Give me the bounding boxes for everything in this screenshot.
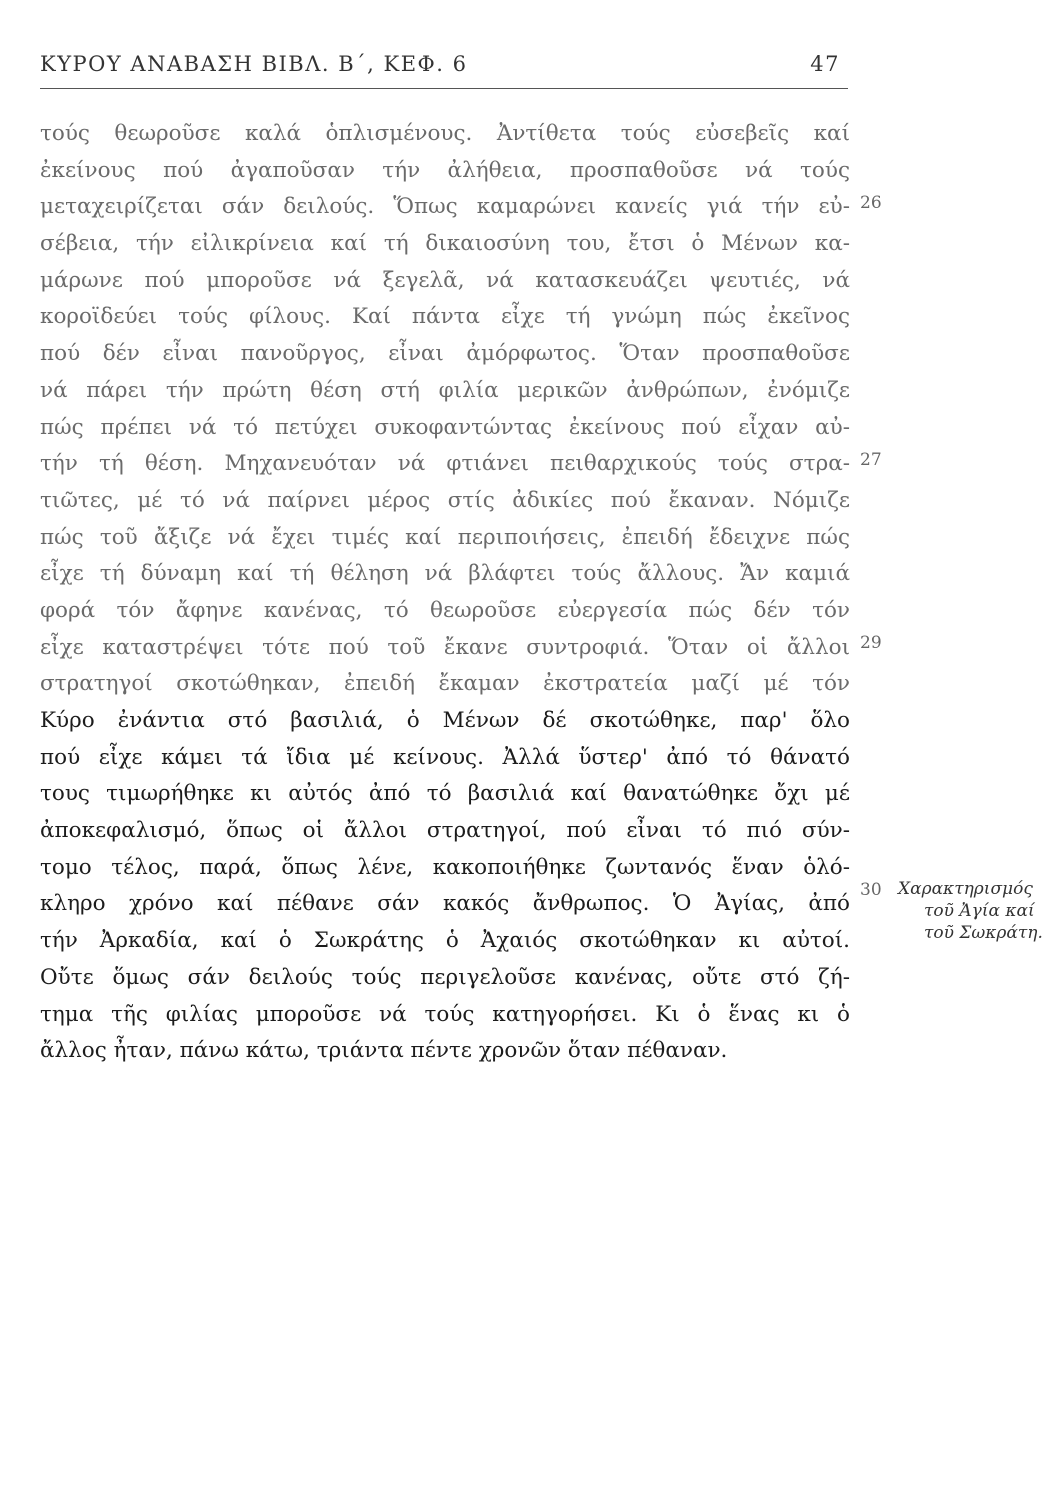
text-line: Κύρο ἐνάντια στό βασιλιά, ὁ Μένων δέ σκοτώθηκε, παρ' ὅλο (40, 708, 850, 733)
text-line: κοροϊδεύει τούς φίλους. Καί πάντα εἶχε τή γνώμη πώς ἐκεῖνος (40, 304, 850, 330)
text-line: σέβεια, τήν εἰλικρίνεια καί τή δικαιοσύνη του, ἔτσι ὁ Μένων κα- (40, 231, 850, 257)
text-line: στρατηγοί σκοτώθηκαν, ἐπειδή ἔκαμαν ἐκστρατεία μαζί μέ τόν (40, 671, 850, 697)
margin-note-line: τοῦ Ἀγία καί (924, 901, 1035, 921)
margin-note (898, 878, 1058, 944)
page-number: 47 (810, 52, 840, 76)
text-line: τήν τή θέση. Μηχανευόταν νά φτιάνει πειθαρχικούς τούς στρα- (40, 451, 850, 477)
text-line: τομο τέλος, παρά, ὅπως λένε, κακοποιήθηκε ζωντανός ἕναν ὁλό- (40, 854, 850, 880)
text-line: πώς τοῦ ἄξιζε νά ἔχει τιμές καί περιποιήσεις, ἐπειδή ἔδειχνε πώς (40, 524, 850, 550)
margin-section-number: 26 (860, 193, 882, 213)
running-header (40, 52, 840, 82)
text-line: τήν Ἀρκαδία, καί ὁ Σωκράτης ὁ Ἀχαιός σκοτώθηκαν κι αὐτοί. (40, 928, 850, 954)
margin-section-number: 27 (860, 450, 882, 470)
text-line: πώς πρέπει νά τό πετύχει συκοφαντώντας ἐκείνους πού εἶχαν αὐ- (40, 414, 850, 440)
text-line: πού δέν εἶναι πανοῦργος, εἶναι ἀμόρφωτος. Ὅταν προσπαθοῦσε (40, 341, 850, 367)
margin-note-line: τοῦ Σωκράτη. (924, 923, 1043, 943)
text-line: μεταχειρίζεται σάν δειλούς. Ὅπως καμαρώνει κανείς γιά τήν εὐ- (40, 194, 850, 220)
text-line: κληρο χρόνο καί πέθανε σάν κακός ἄνθρωπος. Ὁ Ἀγίας, ἀπό (40, 891, 850, 917)
text-line: τούς θεωροῦσε καλά ὁπλισμένους. Ἀντίθετα τούς εὐσεβεῖς καί (40, 121, 850, 146)
text-line: πού εἶχε κάμει τά ἴδια μέ κείνους. Ἀλλά ὕστερ' ἀπό τό θάνατό (40, 744, 850, 770)
header-rule (40, 88, 848, 89)
text-line: Οὔτε ὅμως σάν δειλούς τούς περιγελοῦσε κανένας, οὔτε στό ζή- (40, 964, 850, 990)
text-line: νά πάρει τήν πρώτη θέση στή φιλία μερικῶν ἀνθρώπων, ἐνόμιζε (40, 377, 850, 403)
text-line: τημα τῆς φιλίας μποροῦσε νά τούς κατηγορήσει. Κι ὁ ἕνας κι ὁ (40, 1001, 850, 1027)
text-line: ἐκείνους πού ἀγαποῦσαν τήν ἀλήθεια, προσπαθοῦσε νά τούς (40, 157, 850, 183)
text-line: μάρωνε πού μποροῦσε νά ξεγελᾶ, νά κατασκευάζει ψευτιές, νά (40, 267, 850, 293)
margin-section-number: 29 (860, 633, 882, 653)
text-line: εἶχε τή δύναμη καί τή θέληση νά βλάφτει τούς ἄλλους. Ἄν καμιά (40, 561, 850, 587)
margin-note-line: Χαρακτηρισμός (898, 879, 1033, 899)
text-line: ἄλλος ἦταν, πάνω κάτω, τριάντα πέντε χρονῶν ὅταν πέθαναν. (40, 1038, 728, 1064)
body-text (40, 116, 850, 1070)
text-line: τους τιμωρήθηκε κι αὐτός ἀπό τό βασιλιά καί θανατώθηκε ὄχι μέ (40, 781, 850, 807)
margin-section-number: 30 (860, 880, 882, 900)
text-line: τιῶτες, μέ τό νά παίρνει μέρος στίς ἀδικίες πού ἔκαναν. Νόμιζε (40, 487, 850, 513)
running-title: ΚΥΡΟΥ ΑΝΑΒΑΣΗ ΒΙΒΛ. Β΄, ΚΕΦ. 6 (40, 52, 468, 76)
text-line: ἀποκεφαλισμό, ὅπως οἱ ἄλλοι στρατηγοί, πού εἶναι τό πιό σύν- (40, 818, 850, 844)
text-line: εἶχε καταστρέψει τότε πού τοῦ ἔκανε συντροφιά. Ὅταν οἱ ἄλλοι (40, 634, 850, 660)
text-line: φορά τόν ἄφηνε κανένας, τό θεωροῦσε εὐεργεσία πώς δέν τόν (40, 597, 850, 623)
